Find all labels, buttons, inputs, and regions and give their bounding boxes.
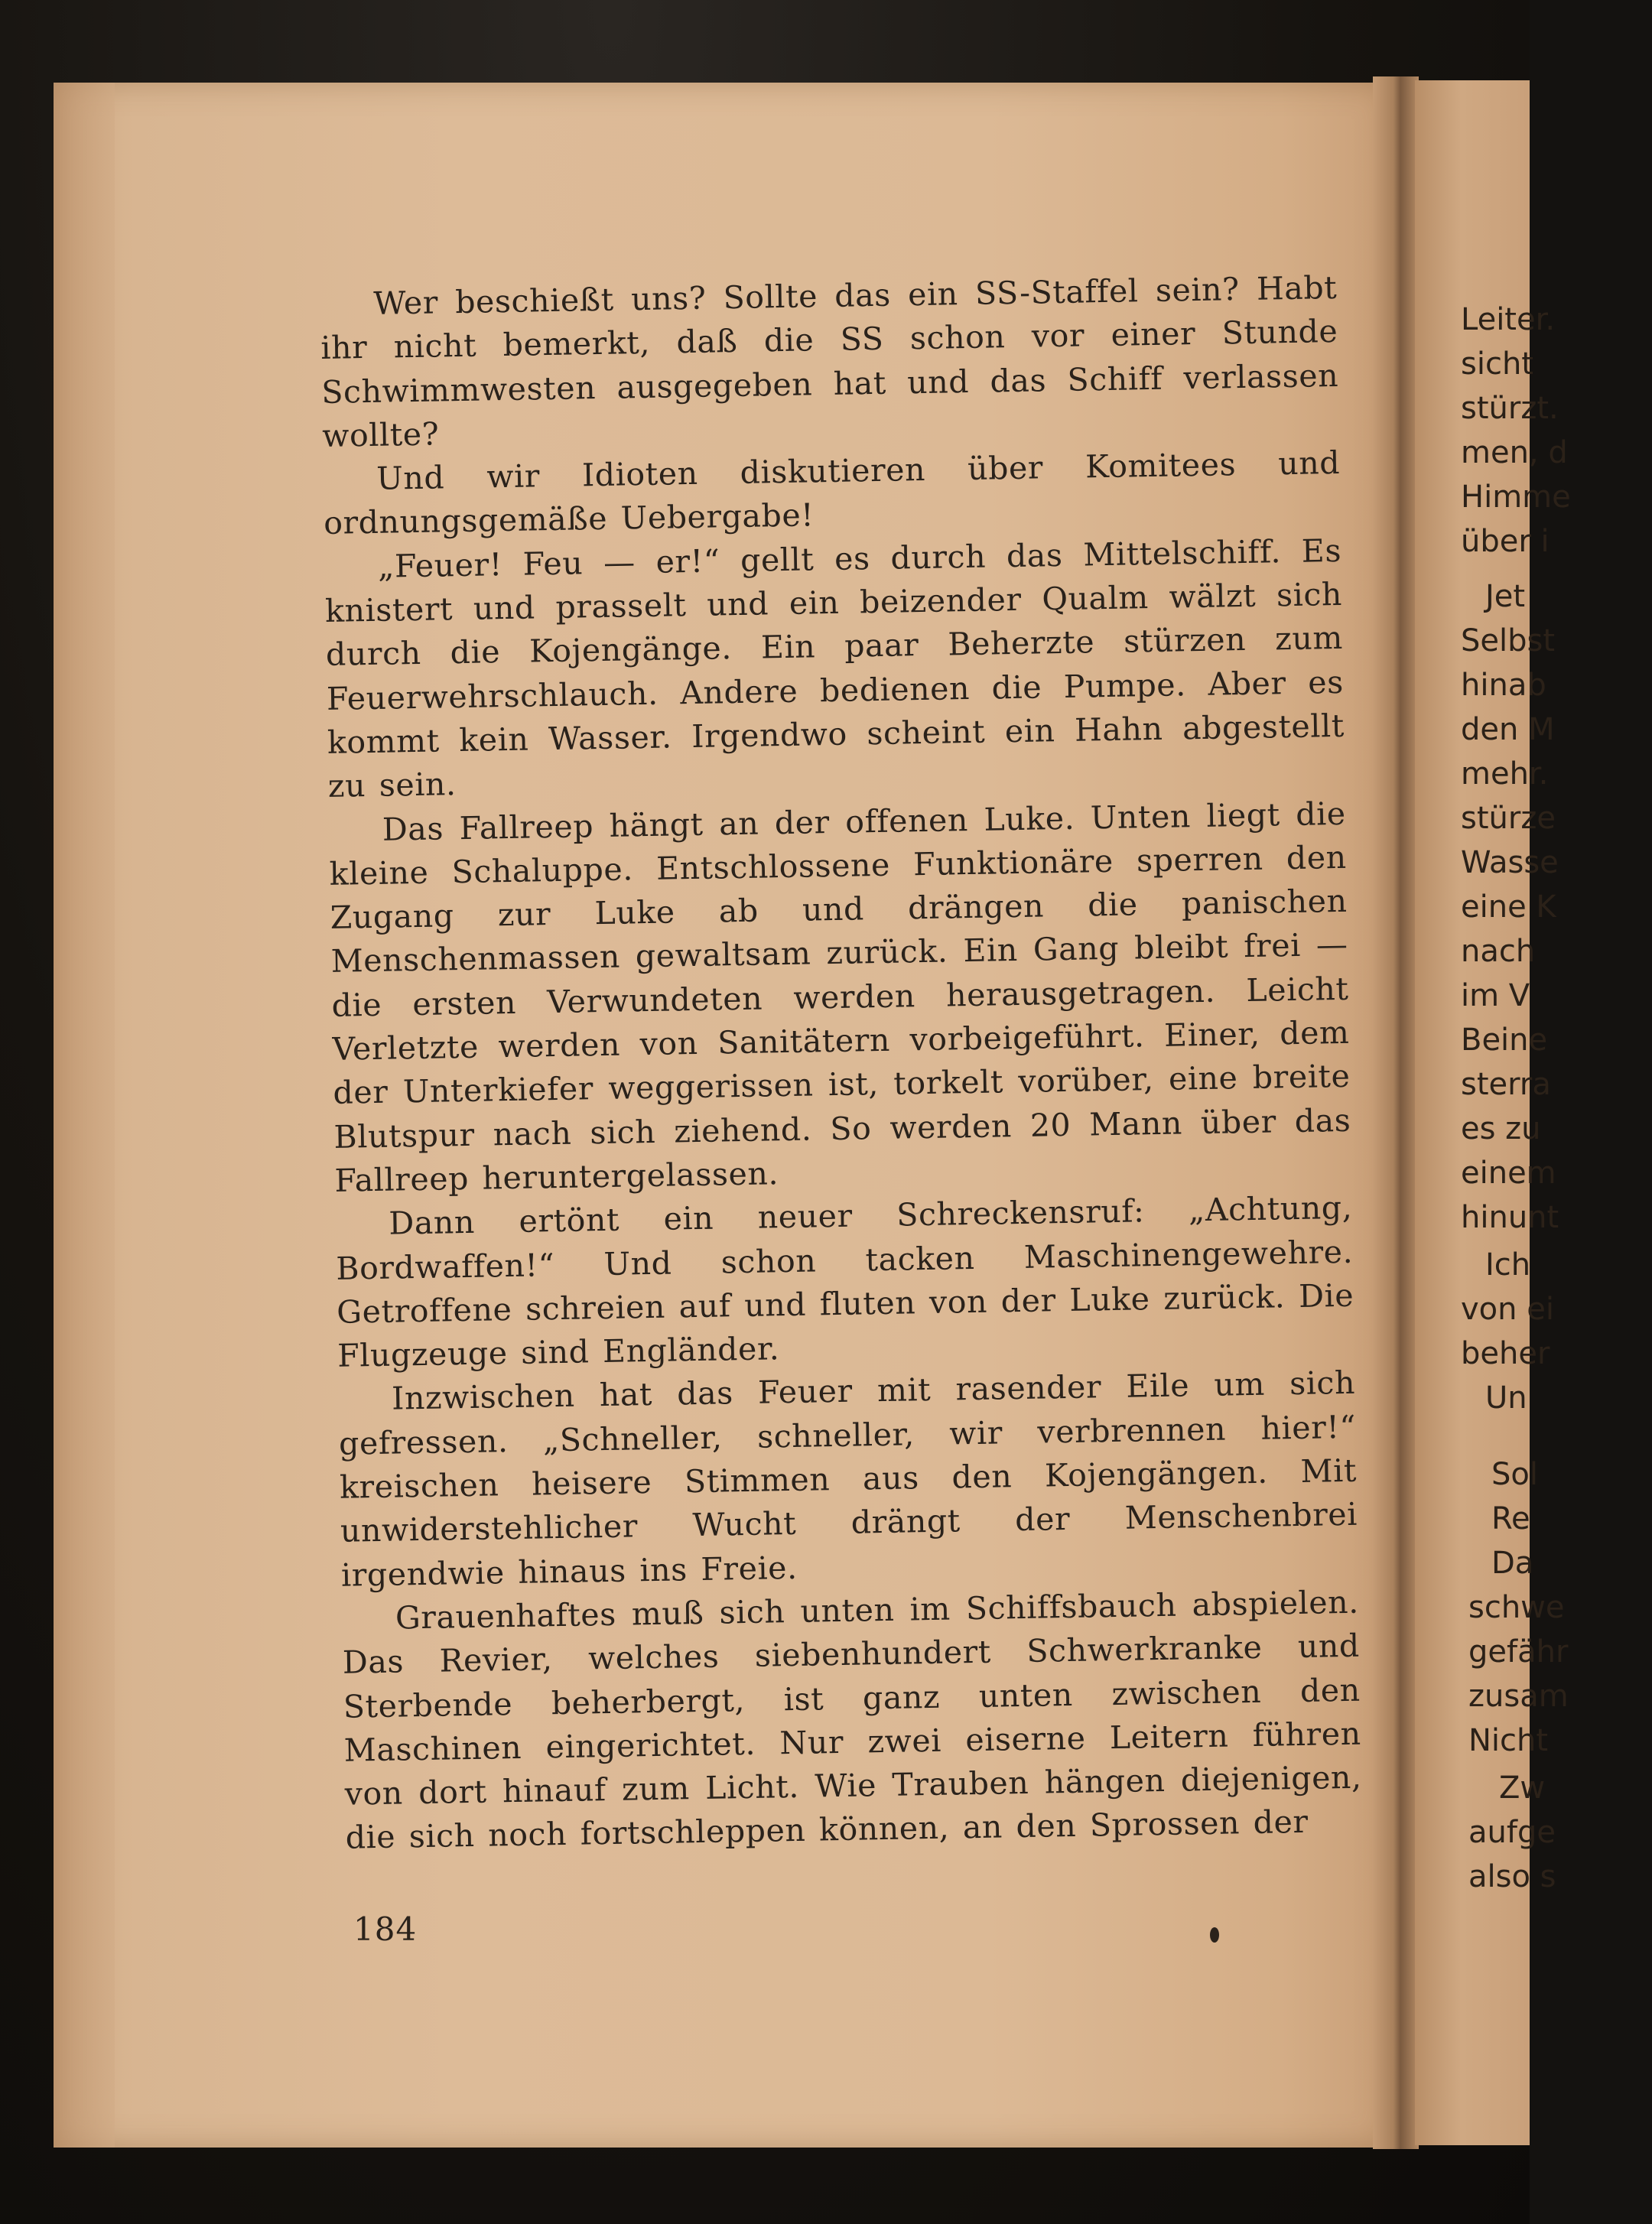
paragraph: Grauenhaftes muß sich unten im Schiffsbauch abspielen. Das Revier, welches siebenhundert Schwerkranke und Sterbende beherbergt, ist ganz unten zwischen den Maschinen eingerichtet. Nur zwei eiserne Leitern führen von dort hinauf zum Licht. Wie Trauben hängen diejenigen, die sich noch fortschleppen können, an den Sprossen der	[342, 1583, 1362, 1857]
facing-page-line: Ich	[1485, 1247, 1531, 1283]
paragraph: „Feuer! Feu — er!“ gellt es durch das Mittelschiff. Es knistert und prasselt und ein beizender Qualm wälzt sich durch die Kojengänge. Ein paar Beherzte stürzen zum Feuerwehrschlauch. Andere bedienen die Pumpe. Aber es kommt kein Wasser. Irgendwo scheint ein Hahn abgestellt zu sein.	[324, 532, 1345, 805]
facing-page-line: Re	[1491, 1501, 1530, 1536]
body-text	[320, 266, 1363, 1860]
facing-page-line: Beine	[1461, 1023, 1548, 1058]
facing-page-line: hinab	[1461, 668, 1546, 703]
facing-page-line: Jet	[1485, 579, 1526, 614]
facing-page-line: Sol	[1491, 1457, 1538, 1492]
paragraph: Dann ertönt ein neuer Schreckensruf: „Achtung, Bordwaffen!“ Und schon tacken Maschinengewehre. Getroffene schreien auf und fluten von der Luke zurück. Die Flugzeuge sind Engländer.	[335, 1189, 1354, 1374]
facing-page-line: eine K	[1461, 889, 1556, 925]
facing-page-line: Da	[1491, 1546, 1534, 1581]
paragraph: Wer beschießt uns? Sollte das ein SS-Staffel sein? Habt ihr nicht bemerkt, daß die SS schon vor einer Stunde Schwimmwesten ausgegeben hat und das Schiff verlassen wollte?	[320, 268, 1339, 454]
book-gutter	[1373, 76, 1419, 2149]
facing-page-line: einem	[1461, 1156, 1556, 1191]
facing-page-line: mehr.	[1461, 756, 1549, 792]
facing-page-fragment	[1415, 80, 1571, 2145]
facing-page-line: nach	[1461, 934, 1536, 969]
facing-page-line: Selbst	[1461, 623, 1556, 658]
paragraph: Inzwischen hat das Feuer mit rasender Eile um sich gefressen. „Schneller, schneller, wir verbrennen hier!“ kreischen heisere Stimmen aus den Kojengängen. Mit unwiderstehlicher Wucht drängt der Menschenbrei irgendwie hinaus ins Freie.	[338, 1364, 1358, 1594]
facing-page-line: Zw	[1499, 1770, 1546, 1806]
facing-page-line: hinunt	[1461, 1200, 1559, 1235]
ink-spot	[1210, 1927, 1219, 1943]
facing-page-line: stürzt.	[1461, 391, 1559, 426]
paragraph: Und wir Idioten diskutieren über Komitees und ordnungsgemäße Uebergabe!	[323, 444, 1341, 542]
facing-page-line: men, d	[1461, 435, 1568, 470]
page-number: 184	[353, 1910, 418, 1948]
facing-page-line: Nicht	[1468, 1723, 1549, 1758]
facing-page-line: schwe	[1468, 1590, 1565, 1625]
facing-page-line: den M	[1461, 712, 1555, 747]
facing-page-line: Leiter.	[1461, 302, 1556, 337]
facing-page-line: sterra	[1461, 1067, 1551, 1102]
paragraph: Das Fallreep hängt an der offenen Luke. Unten liegt die kleine Schaluppe. Entschlossene Funktionäre sperren den Zugang zur Luke ab und drängen die panischen Menschenmassen gewaltsam zurück. Ein Gang bleibt frei — die ersten Verwundeten werden herausgetragen. Leicht Verletzte werden von Sanitätern vorbeigeführt. Einer, dem der Unterkiefer weggerissen ist, torkelt vorüber, eine breite Blutspur nach sich ziehend. So werden 20 Mann über das Fallreep heruntergelassen.	[329, 795, 1351, 1199]
facing-page-line: im V	[1461, 978, 1530, 1013]
facing-page-line: beher	[1461, 1336, 1550, 1371]
facing-page-line: aufge	[1468, 1815, 1556, 1850]
facing-page-line: Un	[1485, 1380, 1527, 1416]
facing-page-line: sicht	[1461, 346, 1533, 382]
facing-page-line: zusam	[1468, 1679, 1569, 1714]
facing-page-line: also s	[1468, 1859, 1556, 1894]
facing-page-line: stürze	[1461, 801, 1556, 836]
facing-page-line: über i	[1461, 524, 1550, 559]
page-edge-shadow	[54, 83, 115, 2148]
facing-page-line: Himme	[1461, 480, 1571, 515]
facing-page-line: Wasse	[1461, 845, 1559, 880]
facing-page-line: von ei	[1461, 1292, 1554, 1327]
facing-page-line: es zu	[1461, 1111, 1541, 1146]
facing-page-line: gefähr	[1468, 1634, 1569, 1670]
